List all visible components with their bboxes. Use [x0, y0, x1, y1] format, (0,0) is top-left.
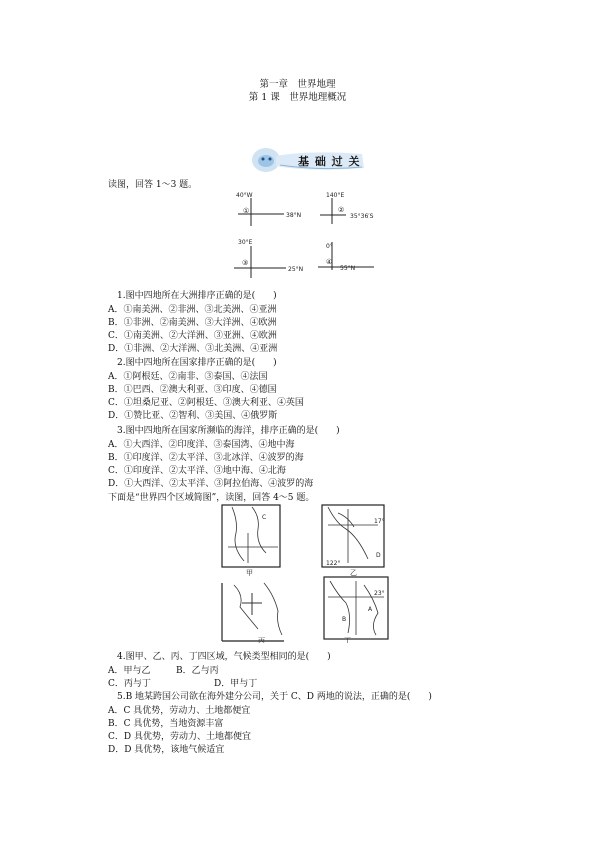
option: C．①坦桑尼亚、②阿根廷、③澳大利亚、④英国	[108, 398, 304, 408]
regional-maps-figure	[218, 503, 408, 643]
option: A．①南美洲、②非洲、③北美洲、④亚洲	[108, 305, 277, 315]
option: B．①巴西、②澳大利亚、③印度、④德国	[108, 385, 277, 395]
map1-label3: ③	[242, 259, 249, 267]
lesson-title: 第 1 课 世界地理概况	[248, 92, 347, 103]
option: B．①非洲、②南美洲、③大洋洲、④欧洲	[108, 318, 277, 328]
map1-label1: ①	[243, 207, 250, 215]
option: B．乙与丙	[176, 666, 219, 676]
question-stem: 3.图中四地所在国家所濒临的海洋，排序正确的是( )	[117, 426, 340, 436]
option: A．①大西洋、②印度洋、③泰国湾、④地中海	[108, 440, 295, 450]
regional-maps-svg	[218, 503, 408, 643]
map1-lat4: 0°	[326, 243, 333, 250]
coordinate-map-svg	[228, 188, 378, 278]
option: D．①非洲、②大洋洲、③北美洲、④亚洲	[108, 344, 278, 354]
map1-lat3: 30°E	[238, 239, 253, 246]
option: B．①印度洋、②太平洋、③北冰洋、④波罗的海	[108, 453, 304, 463]
option: C．丙与丁	[108, 679, 151, 689]
option: C．D 具优势，劳动力、土地都便宜	[108, 732, 251, 742]
option: D．D 具优势，该地气候适宜	[108, 745, 225, 755]
map1-label4: ④	[326, 258, 333, 266]
map2-label-jia: 甲	[246, 569, 253, 577]
question-stem: 1.图中四地所在大洲排序正确的是( )	[117, 291, 277, 301]
option: A．①阿根廷、②南非、③泰国、④法国	[108, 372, 268, 382]
option: C．①印度洋、②太平洋、③地中海、④北海	[108, 466, 286, 476]
map2-mark-A: A	[368, 606, 373, 613]
map2-mark-B: B	[342, 616, 347, 623]
map2-label-yi: 乙	[350, 569, 357, 577]
option: D．甲与丁	[214, 679, 258, 689]
map2-mark-17: 17°	[374, 518, 385, 525]
map2-label-bing: 丙	[258, 637, 265, 643]
option: A．甲与乙	[108, 666, 151, 676]
map1-lon4: 55°N	[340, 265, 356, 272]
coordinate-map-figure	[228, 188, 378, 278]
intro-text-1: 读图，回答 1～3 题。	[108, 180, 198, 190]
option: D．①大西洋、②太平洋、③阿拉伯海、④波罗的海	[108, 479, 314, 489]
map1-label2: ②	[338, 206, 345, 214]
question-stem: 5.B 地某跨国公司欲在海外建分公司，关于 C、D 两地的说法，正确的是( )	[117, 692, 432, 702]
map1-lat1: 40°W	[236, 192, 253, 199]
map1-lon2: 35°36′S	[350, 213, 374, 220]
map1-lon3: 25°N	[288, 266, 304, 273]
map1-lon1: 38°N	[286, 212, 302, 219]
option: D．①赞比亚、②智利、③美国、④俄罗斯	[108, 411, 278, 421]
map2-mark-23: 23°	[374, 590, 385, 597]
intro-text-2: 下面是“世界四个区域简图”，读图，回答 4～5 题。	[108, 493, 315, 503]
option: A．C 具优势，劳动力、土地都便宜	[108, 706, 251, 716]
map2-label-ding: 丁	[344, 637, 351, 643]
banner-label: 基 础 过 关	[298, 155, 361, 168]
option: C．①南美洲、②大洋洲、③亚洲、④欧洲	[108, 331, 277, 341]
question-stem: 2.图中四地所在国家排序正确的是( )	[117, 358, 277, 368]
map2-mark-C: C	[262, 514, 267, 521]
chapter-title: 第一章 世界地理	[259, 79, 336, 90]
map2-mark-122: 122°	[326, 560, 341, 567]
option: B．C 具优势，当地资源丰富	[108, 719, 224, 729]
section-banner	[250, 146, 368, 174]
map1-lat2: 140°E	[326, 192, 345, 199]
map2-mark-D: D	[376, 552, 381, 559]
question-stem: 4.图甲、乙、丙、丁四区域，气候类型相同的是( )	[117, 652, 331, 662]
